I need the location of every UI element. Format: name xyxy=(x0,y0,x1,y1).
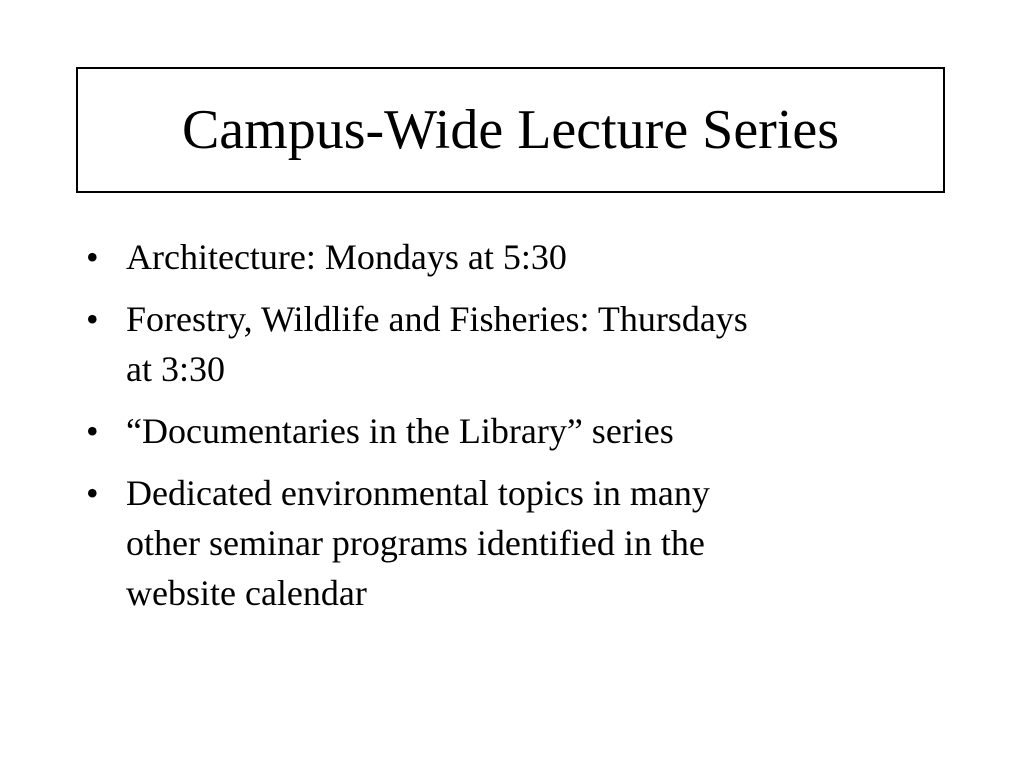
bullet-list xyxy=(86,232,936,630)
bullet-line: Dedicated environmental topics in many xyxy=(126,473,710,513)
bullet-text xyxy=(126,232,936,282)
bullet-text xyxy=(126,294,936,394)
bullet-icon: • xyxy=(86,237,99,277)
bullet-line: other seminar programs identified in the xyxy=(126,523,705,563)
bullet-line: Forestry, Wildlife and Fisheries: Thursdays xyxy=(126,299,748,339)
bullet-line: at 3:30 xyxy=(126,349,225,389)
bullet-icon: • xyxy=(86,411,99,451)
bullet-item-documentaries xyxy=(86,406,936,456)
bullet-item-environmental-topics xyxy=(86,468,936,618)
bullet-line: website calendar xyxy=(126,573,367,613)
bullet-icon: • xyxy=(86,473,99,513)
bullet-text xyxy=(126,468,936,618)
bullet-text xyxy=(126,406,936,456)
bullet-item-forestry xyxy=(86,294,936,394)
bullet-icon: • xyxy=(86,299,99,339)
bullet-item-architecture xyxy=(86,232,936,282)
title-box xyxy=(76,67,945,193)
slide-title: Campus-Wide Lecture Series xyxy=(181,99,840,161)
bullet-line: Architecture: Mondays at 5:30 xyxy=(126,237,567,277)
bullet-line: “Documentaries in the Library” series xyxy=(126,411,674,451)
